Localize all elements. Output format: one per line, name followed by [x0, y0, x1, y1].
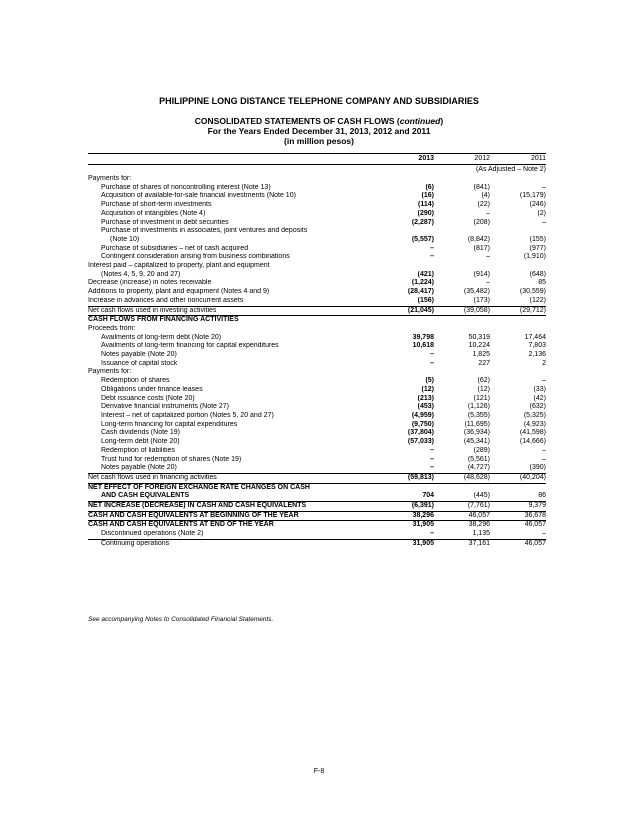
value-2011 [490, 483, 546, 492]
row-label: Continuing operations [88, 539, 378, 548]
value-2012 [434, 316, 490, 325]
value-2013: 31,905 [378, 539, 434, 548]
row-label: Acquisition of available-for-sale financial investments (Note 10) [101, 192, 296, 200]
table-row [88, 245, 546, 254]
value-2011: (246) [529, 201, 546, 209]
row-label: Long-term financing for capital expenditures [101, 420, 238, 428]
value-2012: (4) [481, 192, 490, 200]
row-label: Purchase of subsidiaries – net of cash acquired [101, 244, 249, 252]
value-2011: 2 [542, 359, 546, 367]
table-row [88, 447, 546, 456]
cash-flow-rows [88, 175, 546, 549]
value-2011: 46,057 [490, 539, 546, 548]
value-2012: (22) [477, 201, 490, 209]
value-2012: – [486, 279, 490, 287]
value-2013: (5,557) [411, 235, 434, 243]
table-row [88, 279, 546, 288]
table-row [88, 473, 546, 483]
value-2013 [378, 175, 434, 184]
value-2012: (8,842) [467, 235, 490, 243]
value-2011: – [542, 183, 546, 191]
row-label: Issuance of capital stock [101, 359, 178, 367]
value-2012: (289) [473, 446, 490, 454]
row-label: Net cash flows used in financing activities [88, 473, 378, 483]
value-2012 [434, 262, 490, 271]
value-2013: (1,224) [411, 279, 434, 287]
row-label: Availments of long-term debt (Note 20) [101, 333, 222, 341]
table-row [88, 219, 546, 228]
statement-title-prefix: CONSOLIDATED STATEMENTS OF CASH FLOWS ( [194, 116, 400, 126]
value-2012: 1,135 [472, 530, 490, 538]
value-2011: (14,666) [519, 438, 546, 446]
value-2011: (1,910) [523, 253, 546, 261]
table-row [88, 368, 546, 377]
value-2011: 85 [538, 279, 546, 287]
row-label: Purchase of shares of noncontrolling interest (Note 13) [101, 183, 271, 191]
row-label: Net cash flows used in investing activities [88, 306, 378, 316]
row-label: Additions to property, plant and equipment (Notes 4 and 9) [88, 288, 270, 296]
value-2011: (33) [533, 385, 546, 393]
value-2013: 38,296 [378, 511, 434, 521]
value-2012: 46,057 [434, 511, 490, 521]
value-2011: (155) [529, 235, 546, 243]
value-2011: (41,598) [519, 429, 546, 437]
table-row [88, 483, 546, 492]
table-row [88, 288, 546, 297]
value-2012 [434, 368, 490, 377]
table-row [88, 502, 546, 512]
value-2011: (40,204) [490, 473, 546, 483]
table-row [88, 351, 546, 360]
table-row [88, 175, 546, 184]
adjusted-note-blank-2013 [378, 165, 434, 176]
table-row [88, 227, 546, 236]
value-2011 [490, 262, 546, 271]
value-2011: – [542, 455, 546, 463]
cash-flow-table [88, 153, 546, 549]
value-2013: (6,391) [378, 502, 434, 512]
column-header-blank [88, 154, 378, 165]
table-row [88, 210, 546, 219]
value-2012: – [486, 209, 490, 217]
page-number: F-8 [313, 768, 325, 775]
value-2013: – [430, 464, 434, 472]
table-row [88, 539, 546, 548]
table-row [88, 316, 546, 325]
value-2013: (21,045) [378, 306, 434, 316]
value-2013 [378, 368, 434, 377]
column-header-2013: 2013 [378, 154, 434, 165]
table-row [88, 377, 546, 386]
value-2013: 39,798 [412, 333, 434, 341]
value-2012: 1,825 [472, 351, 490, 359]
value-2013: – [430, 455, 434, 463]
row-label: CASH AND CASH EQUIVALENTS AT BEGINNING OF THE YEAR [88, 511, 378, 521]
row-label: Availments of long-term financing for capital expenditures [101, 342, 279, 350]
table-row [88, 297, 546, 306]
value-2011: (15,179) [519, 192, 546, 200]
value-2011: (648) [529, 270, 546, 278]
table-row [88, 412, 546, 421]
value-2013: (6) [425, 183, 434, 191]
value-2011: (4,923) [523, 420, 546, 428]
value-2012: (1,126) [467, 403, 490, 411]
value-2011: 46,057 [490, 521, 546, 530]
row-label: Obligations under finance leases [101, 385, 203, 393]
value-2012: (45,341) [463, 438, 490, 446]
table-row [88, 342, 546, 351]
table-row [88, 521, 546, 530]
adjusted-note-blank [88, 165, 378, 176]
value-2012 [434, 175, 490, 184]
value-2011 [490, 325, 546, 334]
statement-title-suffix: ) [440, 116, 444, 126]
table-row [88, 184, 546, 193]
value-2012: (121) [473, 394, 490, 402]
adjusted-note-row [88, 165, 546, 176]
value-2012: (5,355) [467, 411, 490, 419]
value-2013: (2,287) [411, 218, 434, 226]
row-label: Payments for: [88, 175, 132, 182]
value-2013: 31,905 [378, 521, 434, 530]
statement-units: (in million pesos) [284, 136, 354, 146]
value-2011 [490, 227, 546, 236]
value-2012: (173) [473, 296, 490, 304]
table-row [88, 306, 546, 316]
table-row [88, 262, 546, 271]
value-2012: (35,482) [463, 288, 490, 296]
table-row [88, 236, 546, 245]
value-2013 [378, 262, 434, 271]
value-2013: – [430, 446, 434, 454]
value-2013: (57,033) [407, 438, 434, 446]
row-label: Trust fund for redemption of shares (Note 19) [101, 455, 242, 463]
value-2012: (7,761) [434, 502, 490, 512]
value-2011: 36,678 [490, 511, 546, 521]
value-2011: – [542, 530, 546, 538]
value-2011: (5,325) [523, 411, 546, 419]
value-2011: 7,803 [528, 342, 546, 350]
row-label: (Notes 4, 5, 9, 20 and 27) [101, 270, 181, 278]
value-2011: 9,379 [490, 502, 546, 512]
row-label: Proceeds from: [88, 324, 136, 332]
row-label: Purchase of investments in associates, joint ventures and deposits [101, 227, 308, 235]
value-2013: – [430, 359, 434, 367]
value-2013: (453) [417, 403, 434, 411]
value-2011 [490, 175, 546, 184]
value-2013: (114) [418, 201, 434, 209]
table-row [88, 192, 546, 201]
value-2012: (445) [473, 492, 490, 500]
statement-title-continued: continued [399, 116, 441, 126]
table-row [88, 511, 546, 521]
value-2012: (817) [473, 244, 490, 252]
table-row [88, 360, 546, 369]
value-2011: (30,559) [519, 288, 546, 296]
value-2012: (39,058) [434, 306, 490, 316]
table-row [88, 429, 546, 438]
column-header-2011: 2011 [490, 154, 546, 165]
adjusted-note: (As Adjusted – Note 2) [434, 165, 546, 176]
value-2011: 86 [538, 492, 546, 500]
table-row [88, 334, 546, 343]
row-label: AND CASH EQUIVALENTS [101, 492, 190, 500]
row-label: Discontinued operations (Note 2) [101, 530, 204, 538]
row-label: Notes payable (Note 20) [101, 464, 177, 472]
table-row [88, 464, 546, 473]
value-2013 [378, 483, 434, 492]
value-2012: (841) [473, 183, 490, 191]
table-row [88, 530, 546, 539]
row-label: NET EFFECT OF FOREIGN EXCHANGE RATE CHANGES ON CASH [88, 483, 378, 492]
footnote: See accompanying Notes to Consolidated Financial Statements. [88, 616, 274, 623]
value-2012 [434, 483, 490, 492]
row-label: Purchase of investment in debt securities [101, 218, 229, 226]
row-label: Debt issuance costs (Note 20) [101, 394, 195, 402]
row-label: Payments for: [88, 368, 132, 376]
row-label: Purchase of short-term investments [101, 201, 212, 209]
value-2012: (12) [477, 385, 490, 393]
column-header-row [88, 154, 546, 165]
table-row [88, 201, 546, 210]
value-2012: (36,934) [463, 429, 490, 437]
value-2012: (48,628) [434, 473, 490, 483]
value-2012: 50,319 [468, 333, 490, 341]
value-2013: (9,750) [411, 420, 434, 428]
row-label: Notes payable (Note 20) [101, 351, 177, 359]
value-2012 [434, 325, 490, 334]
value-2011: (2) [537, 209, 546, 217]
value-2013: (213) [417, 394, 434, 402]
value-2012: 38,296 [434, 521, 490, 530]
value-2013: (290) [417, 209, 434, 217]
row-label: Long-term debt (Note 20) [101, 438, 180, 446]
value-2013: – [430, 530, 434, 538]
value-2012: 227 [478, 359, 490, 367]
value-2013: – [430, 351, 434, 359]
table-row [88, 386, 546, 395]
value-2012: 37,161 [434, 539, 490, 548]
value-2012: (4,727) [467, 464, 490, 472]
value-2013: (5) [425, 377, 434, 385]
column-header-2012: 2012 [434, 154, 490, 165]
value-2011: (632) [529, 403, 546, 411]
value-2013 [378, 227, 434, 236]
value-2012: (62) [477, 377, 490, 385]
value-2013: 10,618 [412, 342, 434, 350]
table-row [88, 271, 546, 280]
value-2013: – [430, 253, 434, 261]
table-row [88, 492, 546, 501]
table-row [88, 325, 546, 334]
statement-period: For the Years Ended December 31, 2013, 2012 and 2011 [207, 126, 431, 136]
row-label: Redemption of liabilities [101, 446, 175, 454]
value-2012: – [486, 253, 490, 261]
row-label: Redemption of shares [101, 377, 170, 385]
table-row [88, 395, 546, 404]
row-label: Derivative financial instruments (Note 27) [101, 403, 229, 411]
value-2013: (156) [417, 296, 434, 304]
row-label: CASH FLOWS FROM FINANCING ACTIVITIES [88, 316, 378, 325]
value-2013: (421) [417, 270, 434, 278]
value-2011: (977) [529, 244, 546, 252]
value-2012: (5,561) [467, 455, 490, 463]
value-2013: (4,959) [411, 411, 434, 419]
value-2013: (16) [421, 192, 434, 200]
value-2013: (28,417) [407, 288, 434, 296]
row-label: CASH AND CASH EQUIVALENTS AT END OF THE YEAR [88, 521, 378, 530]
value-2013 [378, 316, 434, 325]
value-2013: 704 [422, 492, 434, 500]
value-2011 [490, 368, 546, 377]
value-2011: – [542, 377, 546, 385]
value-2012 [434, 227, 490, 236]
company-name: PHILIPPINE LONG DISTANCE TELEPHONE COMPANY AND SUBSIDIARIES [159, 96, 479, 106]
row-label: Interest paid – capitalized to property, plant and equipment [88, 262, 270, 270]
table-row [88, 403, 546, 412]
value-2011: – [542, 218, 546, 226]
value-2012: (914) [473, 270, 490, 278]
row-label: Acquisition of intangibles (Note 4) [101, 209, 206, 217]
value-2011: 17,464 [524, 333, 546, 341]
value-2011 [490, 316, 546, 325]
value-2013 [378, 325, 434, 334]
value-2012: (11,695) [464, 420, 490, 428]
value-2012: (208) [473, 218, 490, 226]
value-2013: (59,813) [378, 473, 434, 483]
row-label: Contingent consideration arising from business combinations [101, 253, 290, 261]
row-label: Cash dividends (Note 19) [101, 429, 180, 437]
value-2013: – [430, 244, 434, 252]
row-label: (Note 10) [110, 235, 140, 243]
value-2013: (37,804) [407, 429, 434, 437]
value-2013: (12) [421, 385, 434, 393]
value-2011: 2,136 [528, 351, 546, 359]
value-2011: (390) [529, 464, 546, 472]
value-2012: 10,224 [468, 342, 490, 350]
table-row [88, 438, 546, 447]
row-label: Decrease (increase) in notes receivable [88, 279, 212, 287]
value-2011: (122) [529, 296, 546, 304]
table-row [88, 456, 546, 465]
value-2011: (29,712) [490, 306, 546, 316]
table-row [88, 253, 546, 262]
row-label: NET INCREASE (DECREASE) IN CASH AND CASH EQUIVALENTS [88, 502, 378, 512]
table-row [88, 421, 546, 430]
value-2011: (42) [533, 394, 546, 402]
row-label: Increase in advances and other noncurrent assets [88, 296, 244, 304]
row-label: Interest – net of capitalized portion (Notes 5, 20 and 27) [101, 411, 274, 419]
value-2011: – [542, 446, 546, 454]
